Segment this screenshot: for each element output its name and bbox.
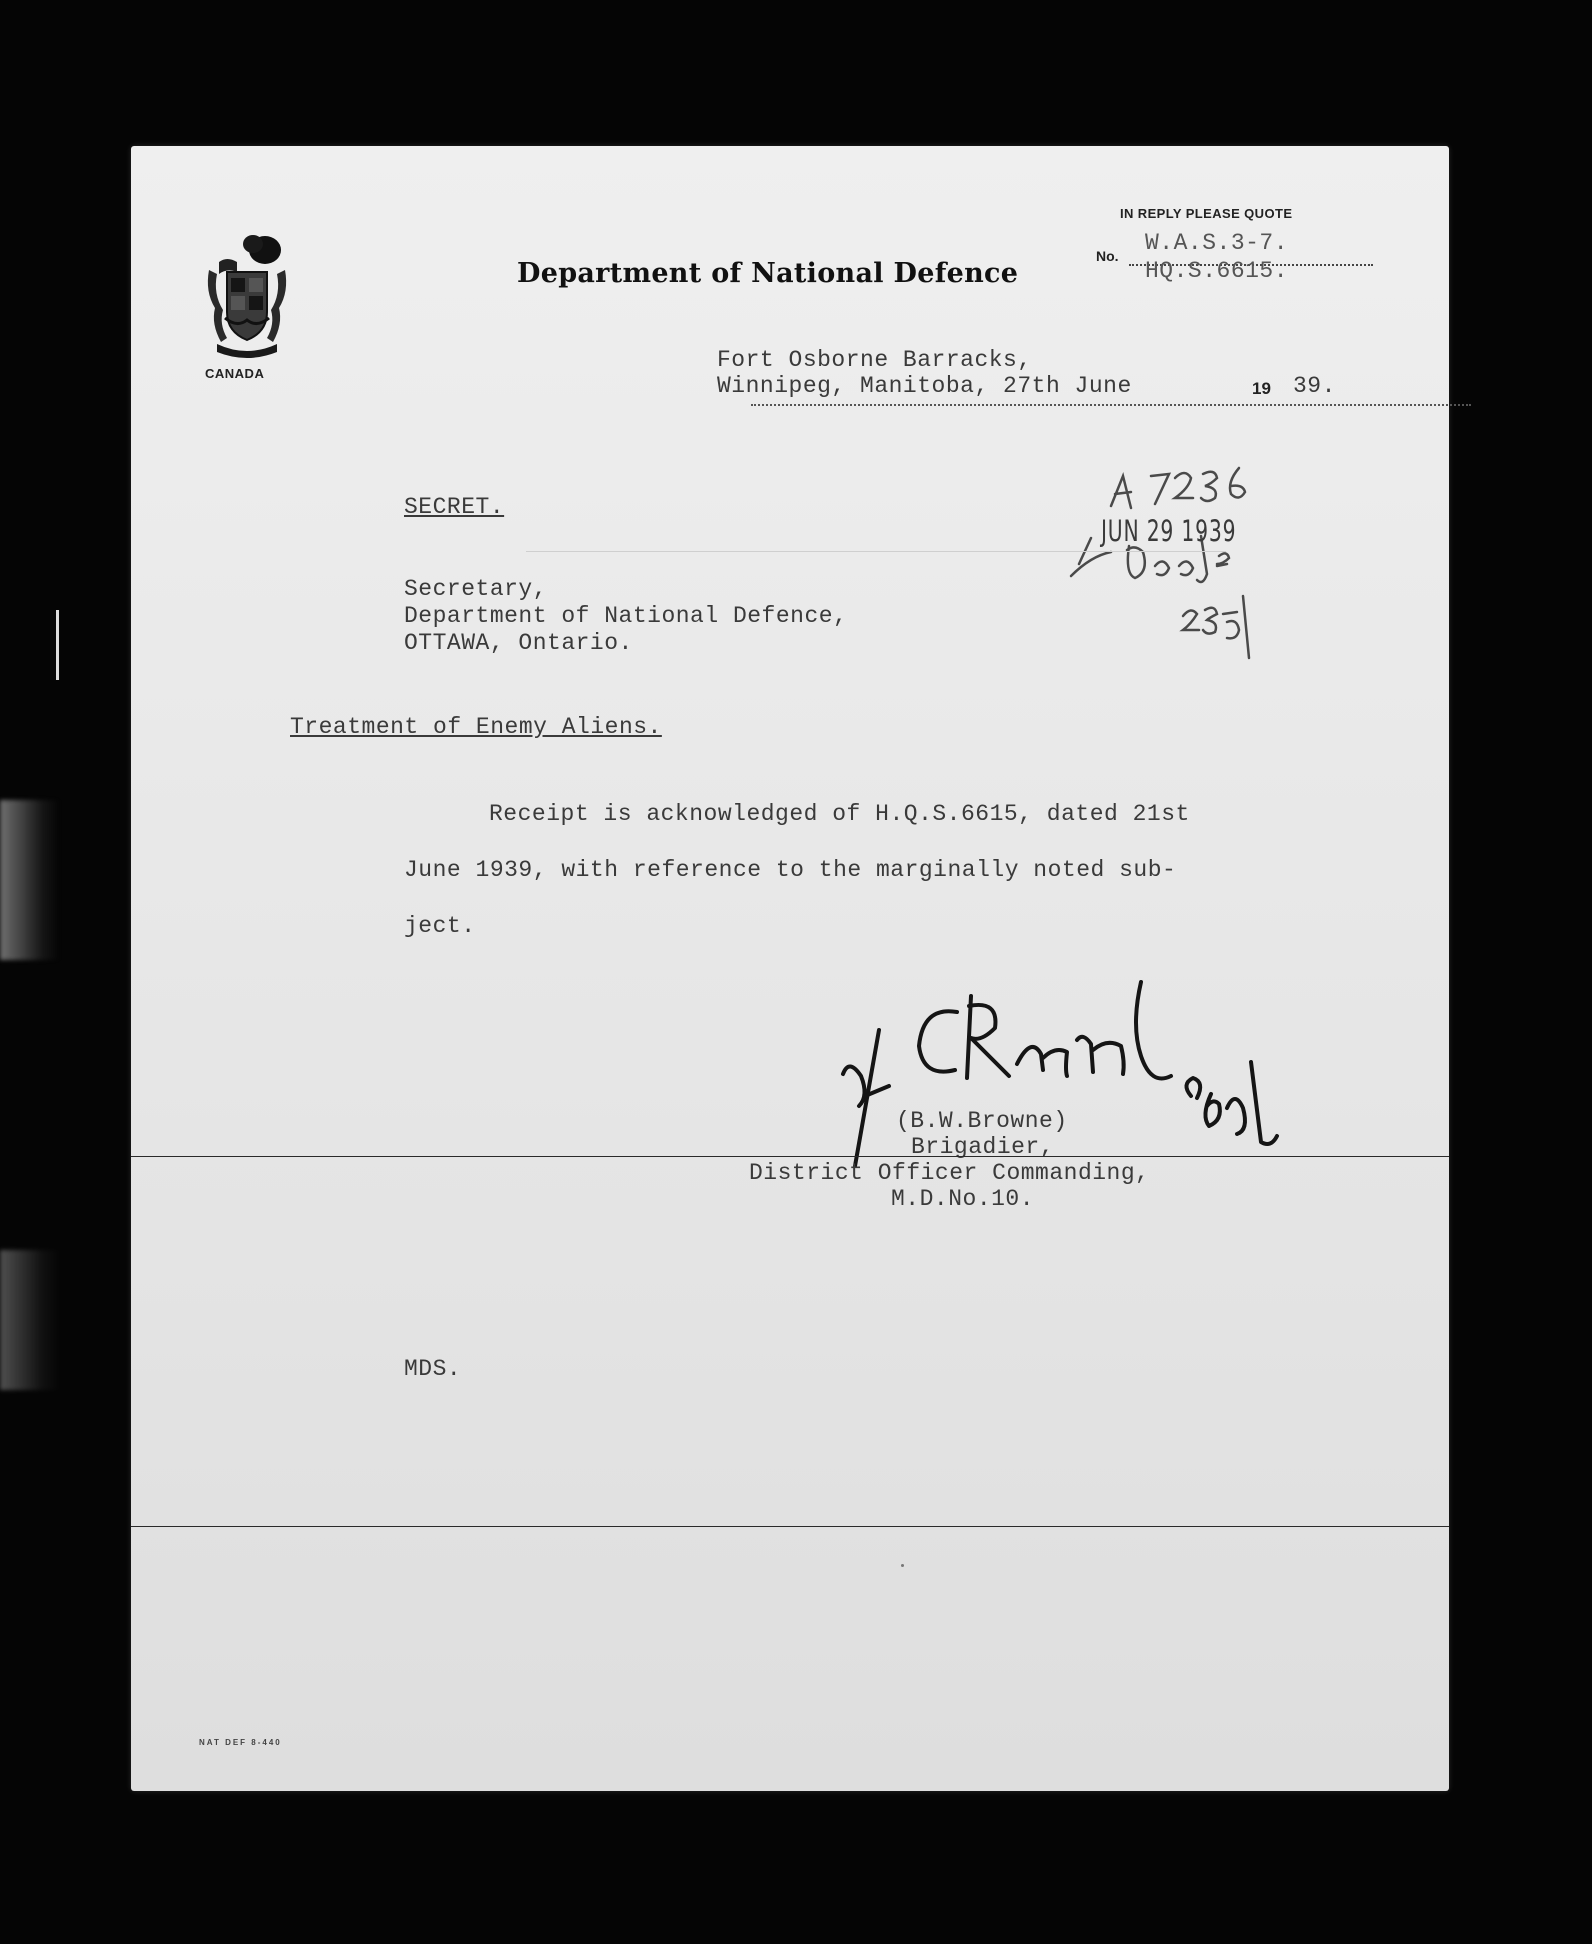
- letter-page: [131, 146, 1449, 1791]
- typist-initials: MDS.: [404, 1356, 462, 1382]
- film-edge-mark: [56, 610, 59, 680]
- ref-no-label: No.: [1096, 248, 1119, 264]
- paper-speck: [901, 1564, 904, 1567]
- body-line: ject.: [404, 913, 476, 939]
- addressee-line: Department of National Defence,: [404, 603, 848, 629]
- fold-line: [131, 1526, 1449, 1527]
- received-date-stamp: JUN 29 1939: [1101, 514, 1237, 548]
- handwritten-file-note: [1051, 446, 1351, 706]
- reference-number: W.A.S.3-7.: [1145, 230, 1289, 256]
- crest-caption: CANADA: [205, 366, 265, 381]
- classification-heading: SECRET.: [404, 494, 505, 520]
- signatory-rank: Brigadier,: [911, 1134, 1055, 1160]
- signatory-title: District Officer Commanding,: [749, 1160, 1150, 1186]
- addressee-line: Secretary,: [404, 576, 548, 602]
- body-line: June 1939, with reference to the marginally noted sub-: [404, 857, 1177, 883]
- year-suffix: 39.: [1293, 373, 1336, 399]
- sender-location: Fort Osborne Barracks,: [717, 347, 1032, 373]
- letter-date: Winnipeg, Manitoba, 27th June: [717, 373, 1132, 399]
- subject-line: Treatment of Enemy Aliens.: [290, 714, 662, 740]
- reference-number: HQ.S.6615.: [1145, 258, 1289, 284]
- date-underline: [751, 404, 1471, 406]
- faint-rule: [526, 551, 1226, 552]
- reply-instruction: IN REPLY PLEASE QUOTE: [1120, 206, 1293, 221]
- body-line: Receipt is acknowledged of H.Q.S.6615, dated 21st: [489, 801, 1190, 827]
- addressee-line: OTTAWA, Ontario.: [404, 630, 633, 656]
- fold-line: [131, 1156, 1449, 1157]
- canada-coat-of-arms-icon: [197, 232, 297, 370]
- signatory-district: M.D.No.10.: [891, 1186, 1035, 1212]
- film-edge-glare: [0, 1250, 60, 1390]
- letterhead-title: Department of National Defence: [517, 258, 1019, 289]
- year-prefix: 19: [1252, 379, 1271, 398]
- film-edge-glare: [0, 800, 60, 960]
- signatory-name: (B.W.Browne): [896, 1108, 1068, 1134]
- form-number: NAT DEF 8-440: [199, 1738, 282, 1747]
